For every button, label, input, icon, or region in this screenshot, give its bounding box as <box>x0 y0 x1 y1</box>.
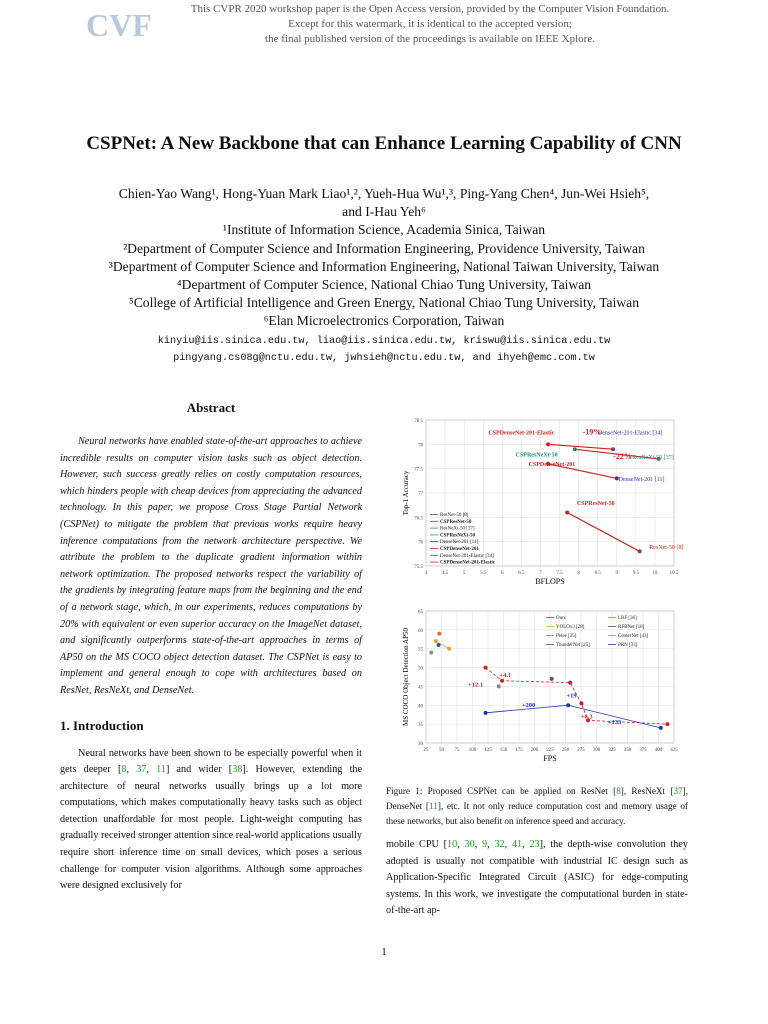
y-tick-label: 45 <box>418 685 423 691</box>
y-tick-label: 55 <box>418 647 423 653</box>
chart-annotation: +19 <box>566 692 577 700</box>
chart-annotation: CSPResNet-50 <box>576 501 615 508</box>
chart-annotation: +200 <box>521 702 536 710</box>
text-run: ], ResNeXt [ <box>620 786 674 796</box>
x-tick-label: 225 <box>546 748 554 753</box>
paper-title: CSPNet: A New Backbone that can Enhance Learning Capability of CNN <box>86 133 682 154</box>
y-tick-label: 76 <box>418 540 423 546</box>
legend-entry: Pelee [35] <box>556 634 577 639</box>
x-tick-label: 6 <box>501 571 504 576</box>
chart-annotation: ResNet-50 [8] <box>649 544 684 551</box>
x-tick-label: 25 <box>423 748 429 753</box>
legend-entry: CSPDenseNet-201 <box>440 547 479 552</box>
data-point <box>437 632 441 636</box>
text-run: Neural networks have been shown to be especially powerful when it gets deeper [ <box>60 747 362 776</box>
text-run: Figure 1: Proposed CSPNet can be applied on ResNet [ <box>386 786 617 796</box>
chart-annotation: +12.1 <box>468 681 484 689</box>
data-point <box>429 650 433 654</box>
x-tick-label: 350 <box>623 748 632 753</box>
citation-link[interactable]: 9 <box>482 839 488 850</box>
x-tick-label: 175 <box>515 748 523 753</box>
affiliation: ³Department of Computer Science and Information Engineering, National Taiwan University, Taiwan <box>108 258 660 274</box>
data-point <box>579 701 583 705</box>
watermark-line: the final published version of the proceedings is available on IEEE Xplore. <box>265 33 595 45</box>
y-tick-label: 77.5 <box>414 467 423 473</box>
y-tick-label: 75.5 <box>414 565 423 570</box>
citation-link[interactable]: 11 <box>156 764 166 776</box>
x-tick-label: 200 <box>530 748 539 753</box>
affiliation: ¹Institute of Information Science, Academia Sinica, Taiwan <box>222 222 546 238</box>
legend-entry: ResNeXt-50 [37] <box>440 526 475 532</box>
intro-heading: 1. Introduction <box>60 717 144 733</box>
text-run: ], etc. It not only reduce computation cost and memory usage of these networks, but also benefit on inference speed and accuracy. <box>386 801 688 826</box>
chart-annotation: DenseNet-201 [11] <box>618 476 665 483</box>
y-tick-label: 30 <box>418 742 423 747</box>
x-tick-label: 5 <box>462 571 466 576</box>
data-point <box>497 684 501 688</box>
x-tick-label: 150 <box>499 748 508 753</box>
x-tick-label: 7 <box>539 571 542 576</box>
x-axis-label: FPS <box>543 754 557 763</box>
chart-annotation: ResNeXt-50 [37] <box>632 454 674 461</box>
chart-annotation: CSPResNeXt-50 <box>515 452 558 459</box>
y-axis-label: MS COCO Object Detection AP50 <box>402 628 410 726</box>
chart-annotation: +4.1 <box>499 672 512 679</box>
x-tick-label: 8.5 <box>594 571 601 576</box>
affiliation: ⁵College of Artificial Intelligence and Green Energy, National Chiao Tung University, Taiwan <box>128 295 640 311</box>
x-tick-label: 325 <box>608 748 616 753</box>
y-tick-label: 78.5 <box>414 419 423 424</box>
x-tick-label: 4.5 <box>441 571 449 576</box>
affiliation: ²Department of Computer Science and Information Engineering, Providence University, Taiwan <box>123 240 645 256</box>
data-point <box>434 639 438 643</box>
citation-link[interactable]: 8 <box>121 764 127 776</box>
cvf-logo-graphic <box>86 6 152 43</box>
legend-entry: YOLOv3 [28] <box>556 625 585 630</box>
figure-caption <box>386 784 688 829</box>
data-point <box>437 643 441 647</box>
email-line: pingyang.cs08g@nctu.edu.tw, jwhsieh@nctu.edu.tw, and ihyeh@emc.com.tw <box>173 353 595 364</box>
citation-link[interactable]: 11 <box>428 801 438 811</box>
data-point <box>568 681 572 685</box>
y-tick-label: 50 <box>418 666 423 672</box>
x-tick-label: 400 <box>654 748 663 753</box>
left-column <box>60 400 362 895</box>
chart-annotation: +133 <box>607 719 622 727</box>
abstract-body: Neural networks have enabled state-of-the-art approaches to achieve incredible results on computer vision tasks such as object detection. However, such success greatly relies on costly computation resources, which hinders people with cheap devices from appreciating the advanced technology. In this paper, we propose Cross Stage Partial Network (CSPNet) to mitigate the problem that previous works require heavy inference computations from the network architecture perspective. We attribute the problem to the duplicate gradient information within network optimization. The proposed networks respect the variability of the gradients by integrating feature maps from the beginning and the end of a network stage, which, in our experiments, reduces computations by 20% with equivalent or even superior accuracy on the ImageNet dataset, and significantly outperforms state-of-the-art approaches in terms of AP50 on the MS COCO object detection dataset. The CSPNet is easy to implement and general enough to cope with architectures based on ResNet, ResNeXt, and DenseNet. <box>60 436 362 696</box>
emails <box>0 333 768 367</box>
text-run: mobile CPU [ <box>386 839 448 850</box>
x-tick-label: 50 <box>439 748 444 753</box>
x-axis-label: BFLOPS <box>535 577 565 586</box>
legend-entry: PRN [33] <box>618 643 638 648</box>
chart-annotation: -19% <box>582 427 602 437</box>
y-tick-label: 65 <box>418 610 423 615</box>
email-line: kinyiu@iis.sinica.edu.tw, liao@iis.sinica.edu.tw, kriswu@iis.sinica.edu.tw <box>157 336 611 347</box>
x-tick-label: 375 <box>639 748 647 753</box>
chart-annotation: +6.3 <box>580 713 593 721</box>
affiliation: ⁴Department of Computer Science, National Chiao Tung University, Taiwan <box>176 277 592 293</box>
legend-entry: DenseNet-201 [11] <box>440 540 479 546</box>
citation-link[interactable]: 41 <box>511 839 523 850</box>
legend-entry: DenseNet-201-Elastic [34] <box>440 553 494 559</box>
data-point <box>659 726 663 730</box>
legend-entry: CSPResNet-50 <box>440 519 472 525</box>
y-tick-label: 77 <box>418 492 423 497</box>
x-tick-label: 7.5 <box>556 571 563 576</box>
right-paragraph: mobile CPU [10, 30, 9, 32, 41, 23], the depth-wise convolution they adopted is usually not compatible with industrial IC design such as Application-Specific Integrated Circuit (ASIC) for edge-computing systems. In this work, we investigate the computational burden in state-of-the-art ap- <box>386 839 688 917</box>
x-tick-label: 6.5 <box>518 571 525 576</box>
data-point <box>500 679 504 683</box>
citation-link[interactable]: 10 <box>447 839 458 850</box>
watermark <box>150 2 710 47</box>
x-tick-label: 10 <box>652 571 658 576</box>
chart-annotation: CSPDenseNet-201 <box>528 462 576 469</box>
y-tick-label: 76.5 <box>414 516 423 522</box>
data-point <box>484 711 488 715</box>
citation-link[interactable]: 30 <box>464 839 475 850</box>
legend-entry: CSPDenseNet-201-Elastic <box>440 560 495 566</box>
data-point <box>665 722 669 726</box>
data-point <box>447 647 451 651</box>
text-run: ], DenseNet [ <box>386 786 688 811</box>
figure-1 <box>386 412 688 782</box>
legend-entry: RFBNet [18] <box>618 625 645 630</box>
legend-entry: Ours <box>556 616 566 621</box>
text-run: ], the depth-wise convolution they adopted is usually not compatible with industrial IC design such as Application-Specific Integrated Circuit (ASIC) for edge-computing systems. In this work, we investigate the computational burden in state-of-the-art ap- <box>386 839 688 917</box>
watermark-line: This CVPR 2020 workshop paper is the Open Access version, provided by the Computer Vision Foundation. <box>190 3 670 15</box>
accuracy-vs-bflops-chart <box>386 412 688 602</box>
affiliation: ⁶Elan Microelectronics Corporation, Taiwan <box>263 313 505 329</box>
citation-link[interactable]: 38 <box>232 764 243 776</box>
citation-link[interactable]: 37 <box>673 786 683 796</box>
cvf-logo-text: CVF <box>86 7 152 43</box>
legend-entry: CSPResNeXt-50 <box>440 533 475 539</box>
cvf-logo <box>86 6 152 43</box>
legend-entry: LRF [36] <box>618 616 637 621</box>
x-tick-label: 250 <box>561 748 570 753</box>
chart-annotation: DenseNet-201-Elastic [34] <box>597 430 663 437</box>
author-list-line: and I-Hau Yeh⁶ <box>342 204 426 220</box>
chart-annotation: -22% <box>613 451 632 461</box>
y-tick-label: 40 <box>418 704 423 710</box>
ap50-vs-fps-chart <box>386 607 688 777</box>
citation-link[interactable]: 8 <box>616 786 621 796</box>
y-tick-label: 78 <box>418 443 423 449</box>
authors-block <box>30 185 738 331</box>
text-run: ] and wider [ <box>165 764 233 776</box>
intro-paragraph: Neural networks have been shown to be especially powerful when it gets deeper [8, 37, 11] and wider [38]. However, extending the architecture of neural networks usually brings up a lot more computations, which makes computationally heavy tasks such as object detection unaffordable for most people. Light-weight computing has gradually received stronger attention since real-world applications usually require short inference time on small devices, which poses a serious challenge for computer vision algorithms. Although some approaches were designed exclusively for <box>60 747 363 892</box>
legend-entry: ResNet-50 [8] <box>440 513 469 518</box>
citation-link[interactable]: 37 <box>136 764 147 776</box>
x-tick-label: 425 <box>670 748 678 753</box>
text-run: ]. However, extending the architecture of neural networks usually brings up a lot more computations, which makes computationally heavy tasks such as object detection unaffordable for most people. Light-weight computing has gradually received stronger attention since real-world applications usually require short inference time on small devices, which poses a serious challenge for computer vision algorithms. Although some approaches were designed exclusively for <box>60 764 363 892</box>
y-tick-label: 60 <box>418 628 423 634</box>
x-tick-label: 4 <box>424 571 428 576</box>
author-list-line: Chien-Yao Wang¹, Hong-Yuan Mark Liao¹,², Yueh-Hua Wu¹,³, Ping-Yang Chen⁴, Jun-Wei Hsieh⁵, <box>118 186 650 201</box>
citation-link[interactable]: 32 <box>494 839 505 850</box>
y-axis-label: Top-1 Accuracy <box>402 470 410 516</box>
y-tick-label: 35 <box>418 723 423 729</box>
citation-link[interactable]: 23 <box>529 839 540 850</box>
legend-entry: ThunderNet [25] <box>556 643 590 648</box>
x-tick-label: 10.5 <box>669 571 679 576</box>
x-tick-label: 300 <box>592 748 601 753</box>
right-column <box>386 412 688 930</box>
x-tick-label: 75 <box>454 748 460 753</box>
legend-entry: CenterNet [43] <box>618 634 649 639</box>
x-tick-label: 275 <box>577 748 585 753</box>
data-point <box>484 666 488 670</box>
x-tick-label: 125 <box>484 748 492 753</box>
watermark-line: Except for this watermark, it is identical to the accepted version; <box>288 18 572 30</box>
abstract-heading: Abstract <box>186 400 236 415</box>
chart-annotation: CSPDenseNet-201-Elastic <box>488 430 555 437</box>
page-number: 1 <box>381 946 387 958</box>
x-tick-label: 9.5 <box>632 571 639 576</box>
data-point <box>566 703 570 707</box>
x-tick-label: 9 <box>615 571 619 576</box>
x-tick-label: 8 <box>577 571 580 576</box>
x-tick-label: 100 <box>468 748 477 753</box>
data-point <box>550 677 554 681</box>
x-tick-label: 5.5 <box>480 571 487 576</box>
